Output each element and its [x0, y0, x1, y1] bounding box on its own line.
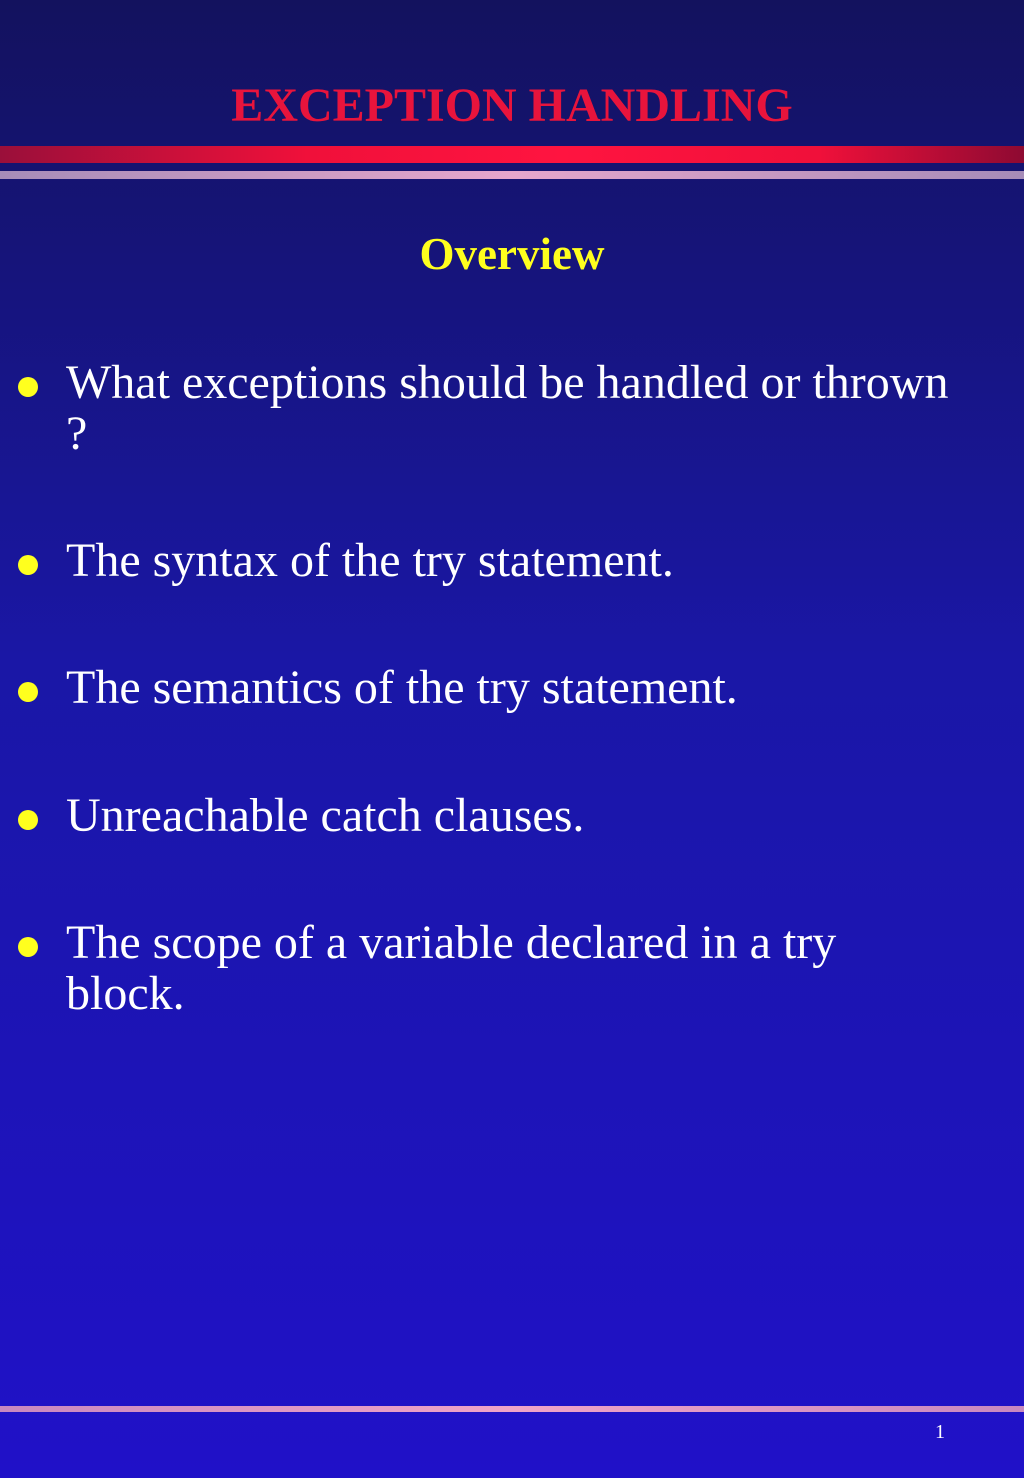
title-divider-thick — [0, 146, 1024, 163]
bullet-text: The syntax of the try statement. — [66, 534, 674, 587]
bullet-text: What exceptions should be handled or thrown ? — [66, 356, 949, 460]
bullet-dot-icon — [18, 810, 38, 830]
slide-title: EXCEPTION HANDLING — [231, 79, 793, 132]
bullet-dot-icon — [18, 682, 38, 702]
bullet-text: Unreachable catch clauses. — [66, 789, 585, 842]
bullet-dot-icon — [18, 555, 38, 575]
bullet-text: The scope of a variable declared in a try block. — [66, 916, 837, 1020]
bullet-dot-icon — [18, 377, 38, 397]
slide-subtitle: Overview — [419, 229, 605, 279]
footer-divider — [0, 1406, 1024, 1412]
page-number: 1 — [935, 1421, 945, 1443]
bullet-text: The semantics of the try statement. — [66, 661, 738, 714]
title-divider-thin — [0, 171, 1024, 179]
bullet-dot-icon — [18, 937, 38, 957]
